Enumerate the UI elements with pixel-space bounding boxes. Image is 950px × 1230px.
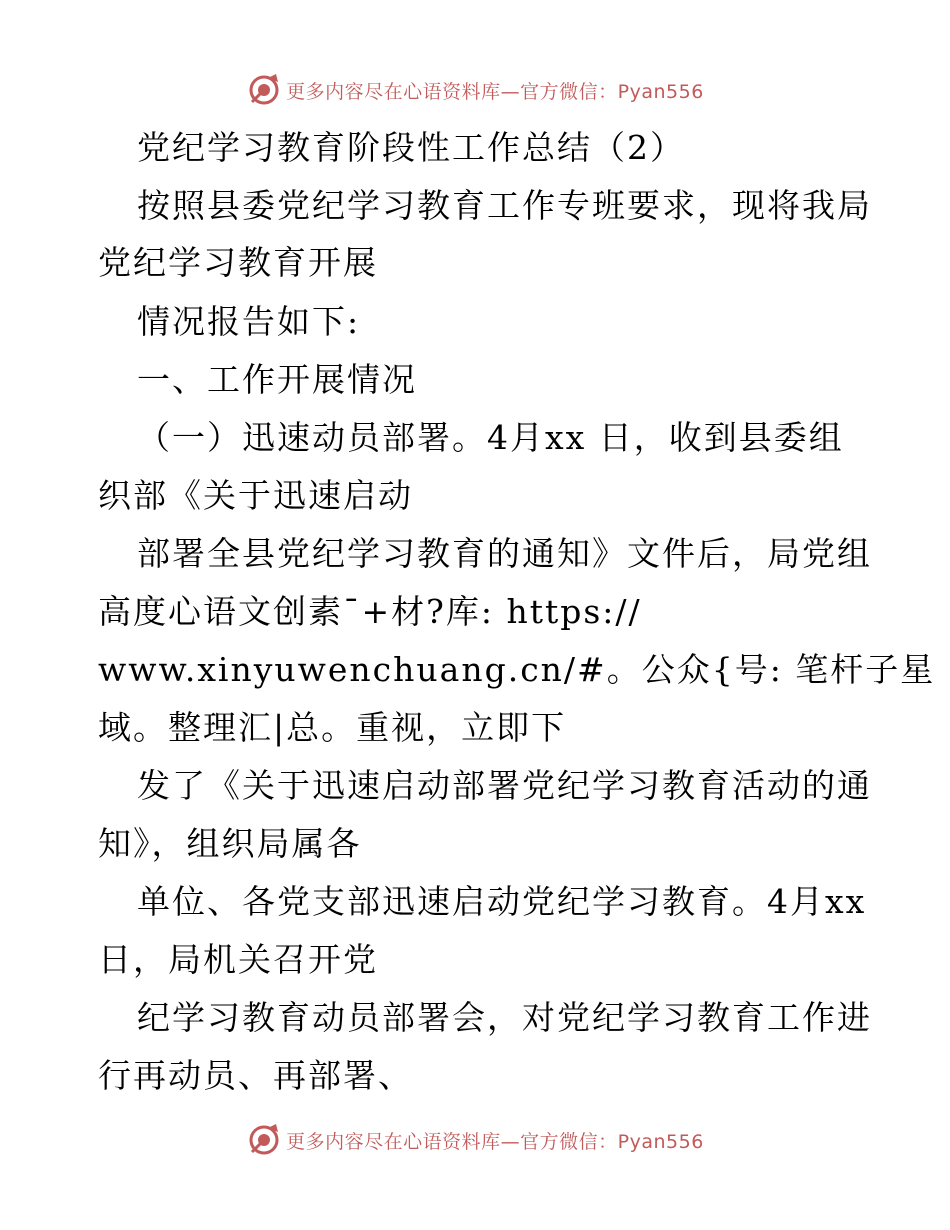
text-line: 部署全县党纪学习教育的通知》文件后，局党组 [137, 534, 872, 573]
text-line: 高度心语文创素¯+材?库: https:// [98, 592, 642, 631]
text-line: 域。整理汇|总。重视，立即下 [98, 708, 567, 747]
text-line: 织部《关于迅速启动 [98, 476, 413, 515]
text-line: 单位、各党支部迅速启动党纪学习教育。4月xx [137, 882, 867, 921]
text-line: 发了《关于迅速启动部署党纪学习教育活动的通 [137, 766, 872, 805]
text-line: 日，局机关召开党 [98, 940, 378, 979]
footer-watermark-text: 更多内容尽在心语资料库—官方微信：Pyan556 [286, 1130, 704, 1153]
doc-title: 党纪学习教育阶段性工作总结（2） [137, 128, 685, 167]
text-line: （一）迅速动员部署。4月xx 日，收到县委组 [137, 418, 844, 457]
text-line: 行再动员、再部署、 [98, 1056, 413, 1095]
pen-logo-icon [246, 72, 282, 108]
text-line: 按照县委党纪学习教育工作专班要求，现将我局 [137, 186, 872, 225]
text-line: 知》，组织局属各 [98, 824, 362, 863]
text-line: 党纪学习教育开展 [98, 243, 378, 282]
footer-watermark [0, 1120, 950, 1160]
pen-logo-icon [246, 1122, 282, 1158]
text-line: www.xinyuwenchuang.cn/#。公众{号: 笔杆子星 [98, 650, 936, 689]
text-line: 情况报告如下: [137, 302, 361, 341]
header-watermark-text: 更多内容尽在心语资料库—官方微信：Pyan556 [286, 80, 704, 103]
text-line: 纪学习教育动员部署会，对党纪学习教育工作进 [137, 998, 872, 1037]
section-heading: 一、工作开展情况 [137, 360, 417, 399]
header-watermark [0, 70, 950, 110]
